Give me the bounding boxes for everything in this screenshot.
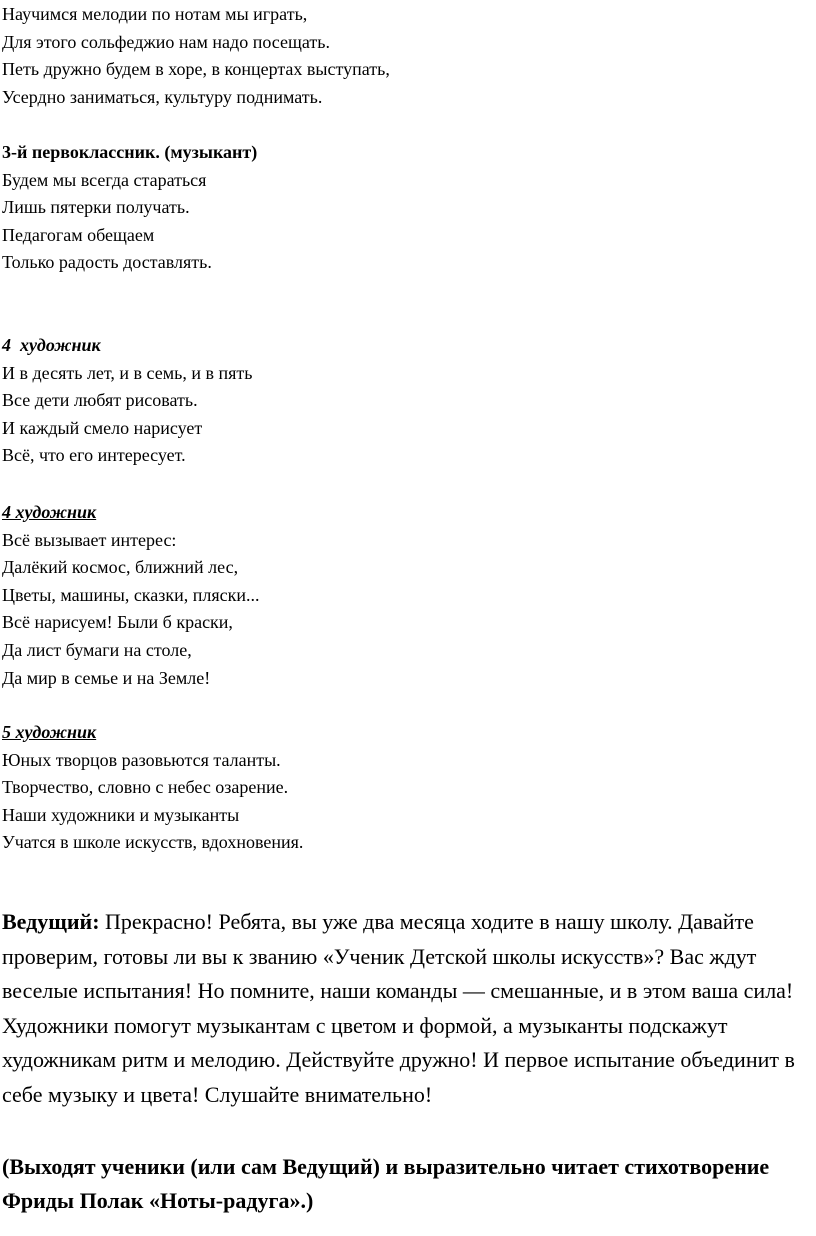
verse-line: Усердно заниматься, культуру поднимать. <box>2 86 323 107</box>
verse-line: Лишь пятерки получать. <box>2 197 190 218</box>
host-label: Ведущий: <box>2 909 100 934</box>
stage-direction: (Выходят ученики (или сам Ведущий) и выразительно читает стихотворение Фриды Полак «Ноты-радуга».) <box>2 1154 770 1213</box>
stanza-2 <box>2 139 802 277</box>
stanza-4 <box>2 499 802 692</box>
verse-line: Далёкий космос, ближний лес, <box>2 557 239 578</box>
verse-line: Всё, что его интересует. <box>2 445 186 466</box>
verse-line: Юных творцов разовьются таланты. <box>2 749 281 770</box>
verse-line: И каждый смело нарисует <box>2 417 203 438</box>
speaker-heading: 5 художник <box>2 722 97 742</box>
verse-line: Всё нарисуем! Были б краски, <box>2 612 233 633</box>
verse-line: Педагогам обещаем <box>2 224 155 245</box>
verse-line: Наши художники и музыканты <box>2 804 240 825</box>
verse-line: Да мир в семье и на Земле! <box>2 667 211 688</box>
verse-line: Петь дружно будем в хоре, в концертах выступать, <box>2 59 390 80</box>
verse-line: Будем мы всегда стараться <box>2 169 207 190</box>
stanza-1 <box>2 1 802 111</box>
verse-line: И в десять лет, и в семь, и в пять <box>2 362 253 383</box>
stanza-3 <box>2 332 802 470</box>
verse-line: Для этого сольфеджио нам надо посещать. <box>2 31 330 52</box>
speaker-heading: 4 художник <box>2 502 97 522</box>
stanza-5 <box>2 719 802 857</box>
verse-line: Все дети любят рисовать. <box>2 390 198 411</box>
verse-line: Цветы, машины, сказки, пляски... <box>2 584 260 605</box>
verse-line: Научимся мелодии по нотам мы играть, <box>2 4 308 24</box>
verse-line: Учатся в школе искусств, вдохновения. <box>2 832 304 853</box>
host-paragraph <box>2 905 802 1113</box>
speaker-heading: 4 художник <box>2 335 101 355</box>
speaker-heading: 3-й первоклассник. (музыкант) <box>2 142 258 162</box>
host-text: Прекрасно! Ребята, вы уже два месяца ходите в нашу школу. Давайте проверим, готовы ли вы к званию «Ученик Детской школы искусств»? Вас ждут веселые испытания! Но помните, наши команды — смешанные, и в этом ваша сила! Художники помогут музыкантам с цветом и формой, а музыканты подскажут художникам ритм и мелодию. Действуйте дружно! И первое испытание объединит в себе музыку и цвета! Слушайте внимательно! <box>2 909 795 1107</box>
verse-line: Всё вызывает интерес: <box>2 529 177 550</box>
verse-line: Только радость доставлять. <box>2 252 212 273</box>
verse-line: Творчество, словно с небес озарение. <box>2 777 289 798</box>
verse-line: Да лист бумаги на столе, <box>2 639 192 660</box>
